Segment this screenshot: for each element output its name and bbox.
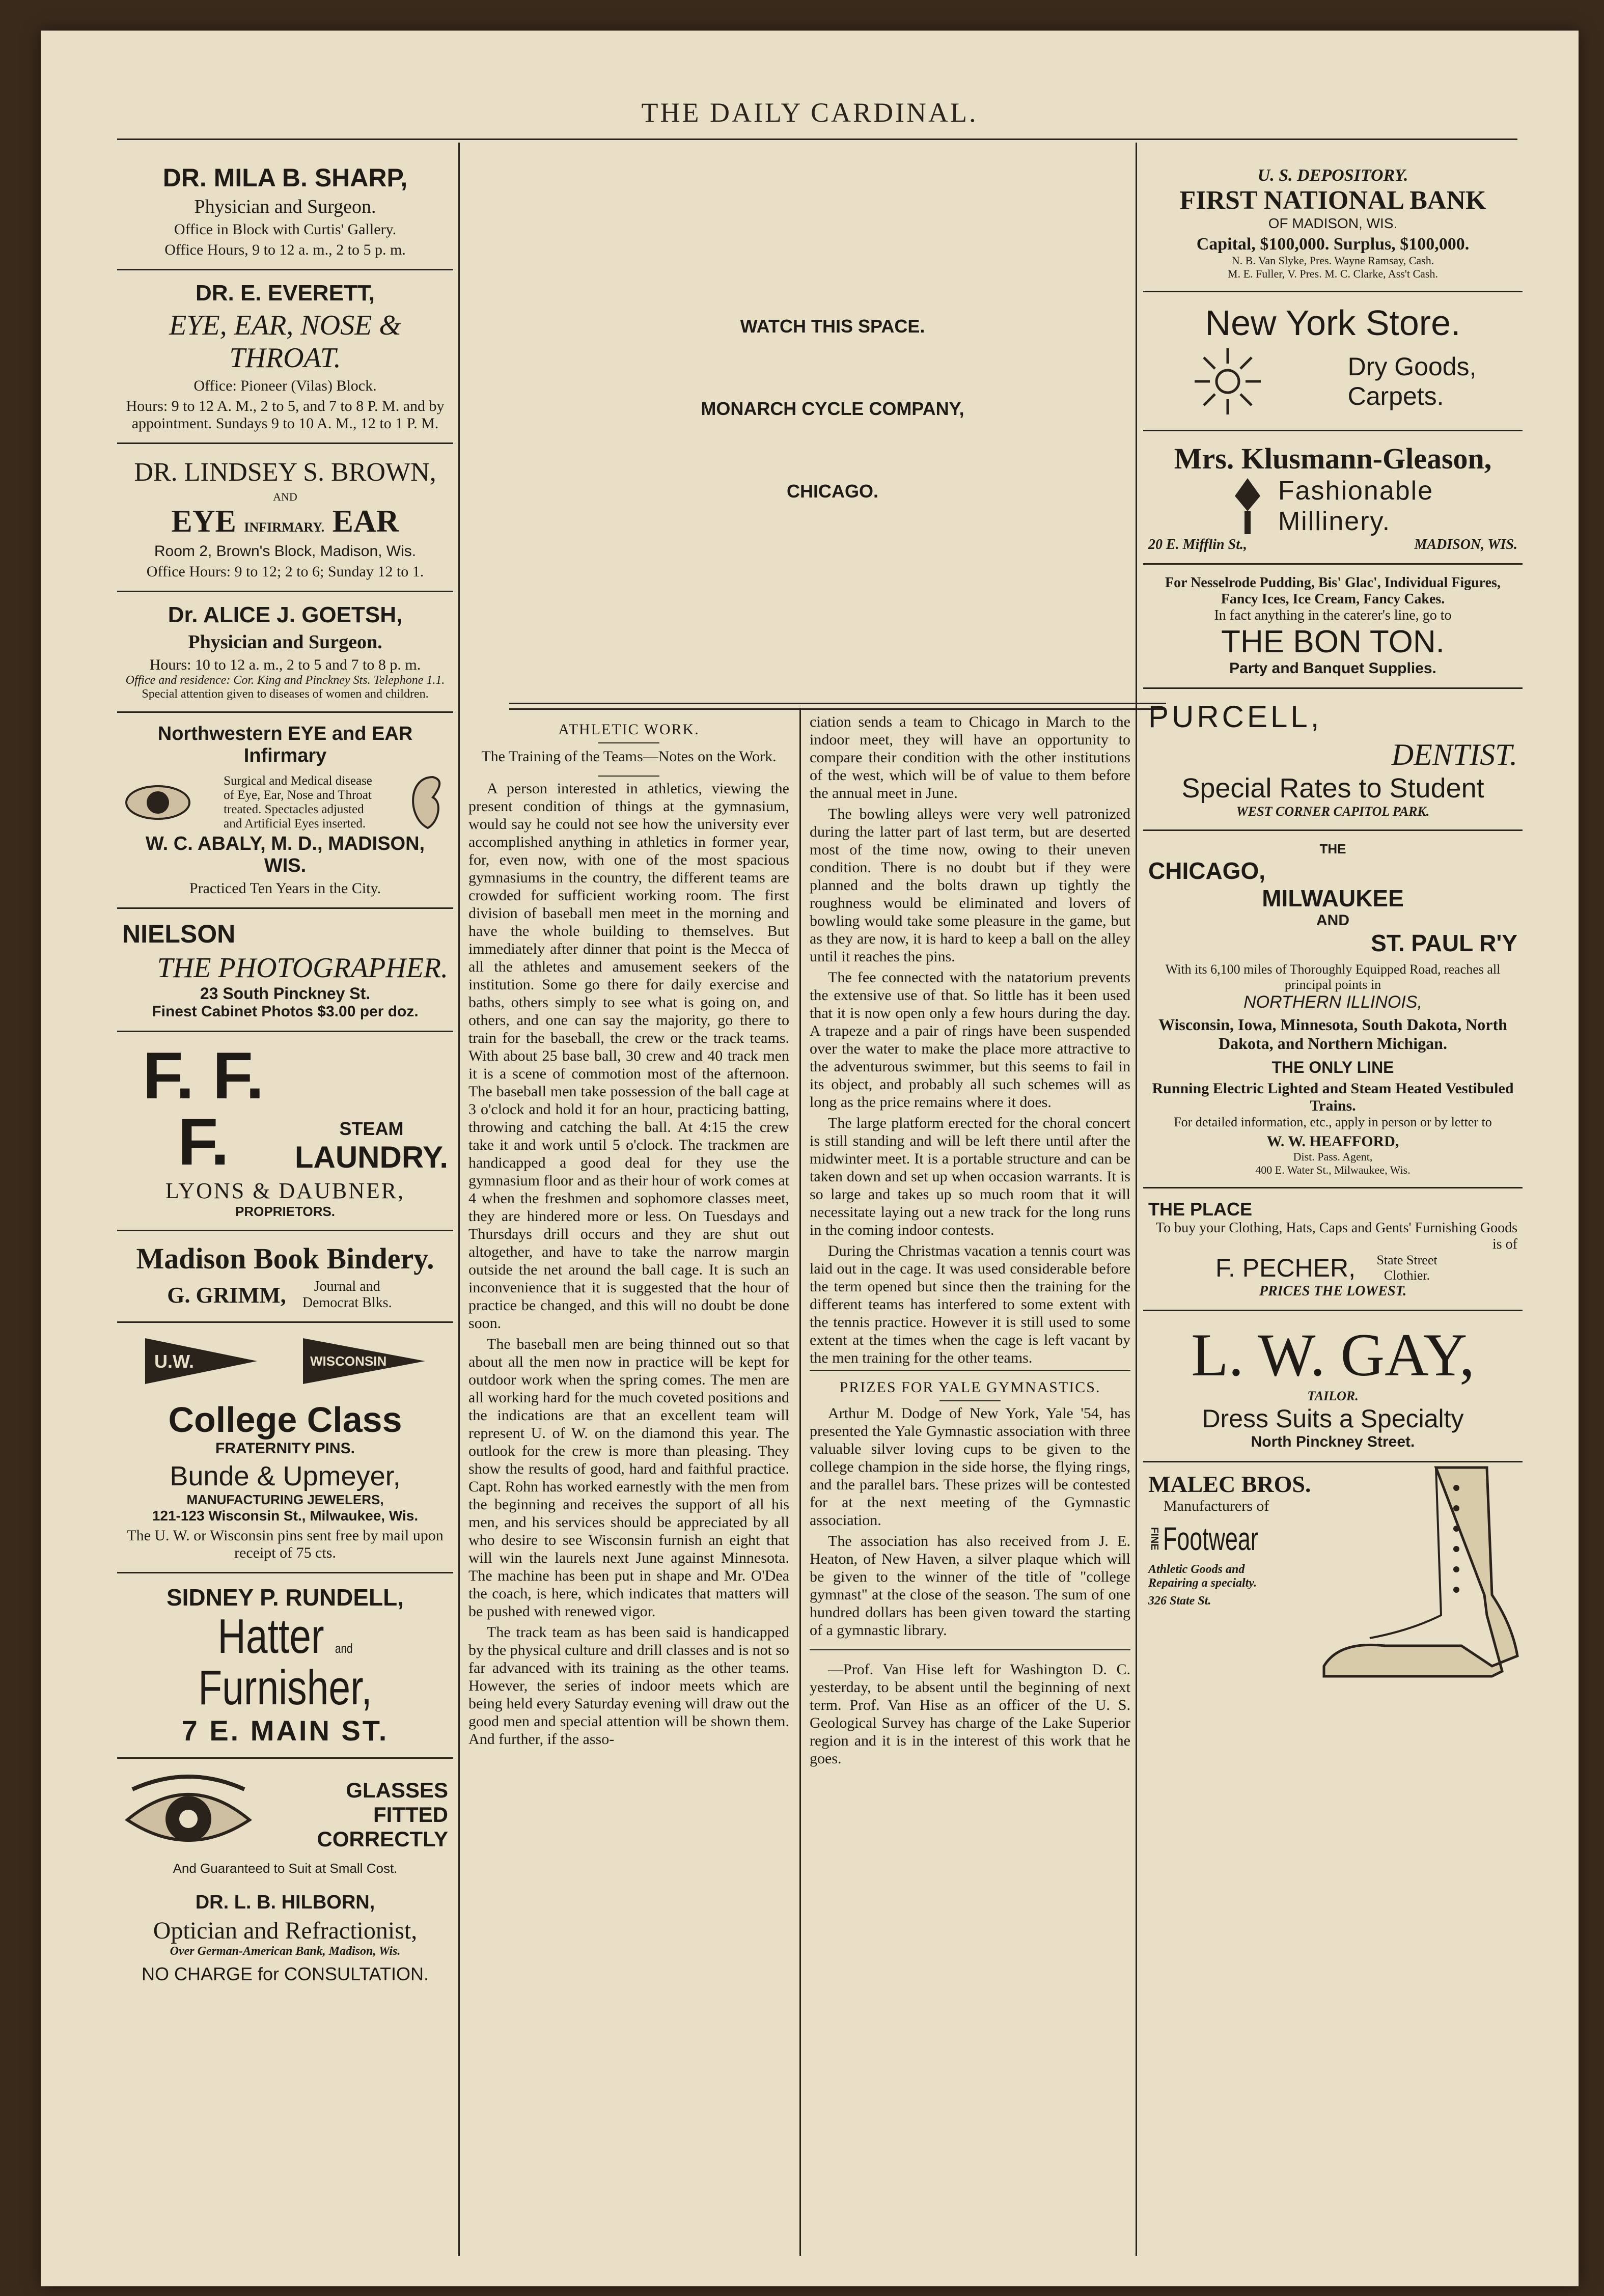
ad-dentist: DENTIST. [1391,738,1517,771]
sun-icon [1190,343,1266,420]
article-paragraph: The track team as has been said is handicapped by the physical culture and drill classes and is not so far advanced with its training as the other teams. However, the series of indoor meets which are being held every Saturday evening will draw out the good men and special attention will be shown them. And further, if the asso- [468,1624,789,1748]
ad-line: GLASSES [346,1778,448,1802]
ad-line: treated. Spectacles adjusted [224,803,364,816]
column-rule-2 [799,708,801,2256]
ad-hatter: Hatter [217,1609,324,1664]
ad-title: Optician and Refractionist, [153,1917,418,1944]
ad-gay [1143,1311,1523,1462]
ad-line: Surgical and Medical disease [224,774,372,788]
ad-line: and Artificial Eyes inserted. [224,817,366,831]
article-paragraph: Arthur M. Dodge of New York, Yale '54, has presented the Yale Gymnastic association with three valuable silver loving cups to be given to the college champion in the side horse, the flying rings, and the parallel bars. These prizes will be contested for at the next meeting of the Gymnastic association. [810,1405,1130,1529]
pennant-wisconsin [303,1338,425,1394]
ad-line: FITTED [373,1802,448,1827]
ad-name: DR. E. EVERETT, [195,281,375,306]
ad-offer: Finest Cabinet Photos $3.00 per doz. [152,1003,419,1020]
ad-agent-title: Dist. Pass. Agent, [1293,1150,1373,1163]
ad-officers: N. B. Van Slyke, Pres. Wayne Ramsay, Cash. [1231,254,1434,267]
ad-laundry [117,1032,453,1231]
short-rule [598,742,659,743]
ad-name: MALEC BROS. [1148,1471,1311,1497]
ad-info: For detailed information, etc., apply in person or by letter to [1174,1115,1492,1129]
ad-address: Over German-American Bank, Madison, Wis. [170,1944,401,1958]
ad-city: OF MADISON, WIS. [1268,215,1398,231]
ad-address: 7 E. MAIN ST. [181,1714,389,1747]
ad-rundell [117,1573,453,1759]
ad-specialty: EYE, EAR, NOSE & THROAT. [169,310,401,374]
ad-line: In fact anything in the caterer's line, go to [1214,607,1452,623]
ad-rates: Special Rates to Student [1181,773,1484,804]
ad-jewelers: MANUFACTURING JEWELERS, [186,1492,384,1507]
article-title-2: PRIZES FOR YALE GYMNASTICS. [839,1379,1101,1396]
ad-room: Room 2, Brown's Block, Madison, Wis. [154,543,417,560]
ad-name: THE BON TON. [1221,624,1445,659]
ad-text: To buy your Clothing, Hats, Caps and Gents' Furnishing Goods is of [1155,1220,1517,1252]
ad-address: 326 State St. [1148,1594,1211,1608]
article-title: ATHLETIC WORK. [558,721,700,738]
ad-name: Dr. ALICE J. GOETSH, [168,602,403,627]
short-rule [939,1400,1001,1401]
article-subtitle: The Training of the Teams—Notes on the Work. [481,748,777,765]
ad-laundry-word: LAUNDRY. [294,1140,448,1174]
ad-city: MADISON, WIS. [1414,537,1517,552]
ear-illustration-icon [402,772,448,833]
ad-store: State Street Clothier. [1376,1253,1437,1283]
ad-name: DR. LINDSEY S. BROWN, [134,458,436,487]
ad-tailor: TAILOR. [1307,1389,1359,1403]
ad-address: 121-123 Wisconsin St., Milwaukee, Wis. [152,1508,419,1524]
pennant-label: U.W. [154,1351,194,1372]
article-column-2 [810,713,1130,1771]
ad-hours: Office Hours, 9 to 12 a. m., 2 to 5 p. m. [164,241,406,258]
ad-prices: PRICES THE LOWEST. [1259,1283,1407,1299]
ad-note: The U. W. or Wisconsin pins sent free by mail upon receipt of 75 cts. [127,1527,444,1561]
ad-bank [1143,153,1523,292]
eye-illustration-icon [122,774,193,831]
ad-line: For Nesselrode Pudding, Bis' Glac', Individual Figures, Fancy Ices, Ice Cream, Fancy Cakes. [1165,575,1501,607]
ad-guarantee: And Guaranteed to Suit at Small Cost. [173,1860,398,1876]
ad-place: THE PLACE [1148,1199,1253,1220]
top-rule [117,139,1517,140]
ad-name: SIDNEY P. RUNDELL, [166,1584,404,1611]
ad-office: Office in Block with Curtis' Gallery. [174,221,397,238]
ad-goods: Athletic Goods and Repairing a specialty. [1148,1563,1257,1590]
pennant-uw [145,1338,257,1394]
ad-millinery [1143,431,1523,565]
ad-bindery [117,1231,453,1323]
article-paragraph: The bowling alleys were very well patronized during the latter part of last term, but are deserted most of the time now, owing to their uneven condition. There is no doubt but if they were planned and the bolts drawn up tightly the roughness would be eliminated and lovers of bowling would take some pleasure in the game, but as they are now, it is hard to keep a ball on the alley until it reaches the pins. [810,806,1130,965]
ad-officers: M. E. Fuller, V. Pres. M. C. Clarke, Ass't Cash. [1228,267,1438,280]
ad-fff: F. F. F. [143,1038,264,1179]
ad-carpets: Carpets. [1347,382,1444,410]
ad-name: DR. MILA B. SHARP, [162,163,408,192]
space-ad-line: CHICAGO. [787,481,878,502]
ad-miles: With its 6,100 miles of Thoroughly Equipped Road, reaches all principal points in [1165,962,1501,992]
ad-owner: G. GRIMM, [167,1282,286,1308]
ad-location: WEST CORNER CAPITOL PARK. [1236,804,1430,819]
left-ad-column [117,153,453,1995]
ad-name: PURCELL, [1148,700,1322,734]
ad-office: Office and residence: Cor. King and Pinckney Sts. Telephone 1.1. [125,674,445,687]
article-paragraph: The baseball men are being thinned out so that about all the men now in practice will be kept for outdoor work when the spring comes. The men are all working hard for the much coveted positions and the indications are that an excellent team will represent U. of W. on the diamond this year. The outlook for the crew is more than pleasing. They show the results of good, hard and faithful practice. Capt. Rohn has worked earnestly with the men from the beginning and receives the support of all his men, and his services should be appreciated by all who desire to see Wisconsin furnish an eight that will win the laurels next June against Minnesota. The machine has been put in shape and Mr. O'Dea the coach, is here, which indicates that matters will be pushed with renewed vigor. [468,1336,789,1620]
ad-line: CHICAGO, [1148,857,1265,884]
ad-infirmary: INFIRMARY. [244,520,325,535]
ad-line: of Eye, Ear, Nose and Throat [224,788,372,802]
article-paragraph: The association has also received from J. E. Heaton, of New Haven, a silver plaque which will be given to the winner of the title of "college gymnast" at the close of the season. The sum of one hundred dollars has been given toward the starting of a gymnastic library. [810,1533,1130,1639]
ad-title: College Class [168,1400,402,1440]
ad-dry: Dry Goods, [1347,352,1477,381]
ad-only: THE ONLY LINE [1271,1058,1394,1076]
ad-line: AND [1316,912,1349,929]
newspaper-page [41,31,1579,2286]
ad-line: ST. PAUL R'Y [1371,930,1517,956]
ad-name: Madison Book Bindery. [136,1242,434,1275]
article-paragraph: The fee connected with the natatorium prevents the extensive use of that. So little has it been used that it is now open only a few hours during the day. A trapeze and a pair of rings have been suspended over the water to make the place more attractive to the adventurous swimmer, but this seems to fail in its object, and probably all such schemes will as long as the price remains where it does. [810,969,1130,1111]
ad-office: Office: Pioneer (Vilas) Block. [193,377,377,394]
ad-depository: U. S. DEPOSITORY. [1257,166,1408,185]
ad-fine: FINE [1149,1527,1160,1551]
ad-nielson [117,909,453,1032]
ad-furnisher: Furnisher, [198,1660,372,1715]
ad-blks: Journal and Democrat Blks. [302,1279,392,1311]
ad-name: FIRST NATIONAL BANK [1179,186,1486,215]
ad-line: MILWAUKEE [1262,885,1404,911]
ad-infirmary [117,713,453,909]
ad-address: 23 South Pinckney St. [200,984,371,1003]
ad-doctor: W. C. ABALY, M. D., MADISON, WIS. [145,833,425,876]
ad-eye: EYE [171,504,236,539]
article-rule [509,703,1166,710]
ad-suits: Dress Suits a Specialty [1202,1404,1464,1433]
space-ad-line: WATCH THIS SPACE. [740,316,925,337]
column-rule-1 [458,143,460,2256]
ad-railway [1143,831,1523,1188]
ad-the: THE [1319,841,1346,856]
ad-hours: Hours: 10 to 12 a. m., 2 to 5 and 7 to 8 p. m. [149,656,421,673]
space-ad-line: MONARCH CYCLE COMPANY, [701,398,964,419]
ad-title: THE PHOTOGRAPHER. [157,952,448,984]
ad-name: NIELSON [122,920,236,948]
ad-malec [1143,1462,1523,1702]
ad-trains: Running Electric Lighted and Steam Heated Vestibuled Trains. [1152,1080,1514,1114]
ad-bonton [1143,565,1523,689]
ad-and: and [335,1641,353,1656]
ad-name: F. PECHER, [1215,1254,1356,1282]
ad-purcell [1143,689,1523,831]
ad-firm: Bunde & Upmeyer, [170,1461,401,1491]
article-column-1 [468,713,789,1751]
ad-pecher [1143,1188,1523,1311]
ad-name: DR. L. B. HILBORN, [195,1891,375,1913]
page-header: THE DAILY CARDINAL. [641,97,978,128]
large-eye-icon [122,1769,255,1861]
article-note: —Prof. Van Hise left for Washington D. C. yesterday, to be absent until the beginning of next term. Prof. Van Hise as an officer of the U. S. Geological Survey has charge of the Lake Superior region and it is in the interest of this work that he goes. [810,1661,1130,1767]
ad-practiced: Practiced Ten Years in the City. [189,880,381,897]
ad-manuf: Manufacturers of [1164,1498,1269,1514]
ad-sub: Party and Banquet Supplies. [1229,660,1436,677]
ad-line: CORRECTLY [317,1827,448,1851]
ad-sharp [117,153,453,270]
article-paragraph: During the Christmas vacation a tennis court was laid out in the cage. It was used considerable before the term opened but since then the training for the different teams has interfered to some extent with the tennis practice. However it is still used to some extent at the times when the cage is left vacant by the men training for the other teams. [810,1242,1130,1366]
ad-title: Physician and Surgeon. [194,196,376,217]
short-rule [598,776,659,777]
ad-title: Physician and Surgeon. [188,631,382,653]
ad-pins [117,1323,453,1573]
ad-brown [117,444,453,592]
ad-sub: FRATERNITY PINS. [215,1440,355,1457]
ad-owners: LYONS & DAUBNER, [165,1178,405,1203]
ad-name: L. W. GAY, [1191,1321,1475,1389]
article-paragraph: ciation sends a team to Chicago in March to the indoor meet, they will have an opportunity to compare their condition with the other institutions of the west, which will be of value to them before the annual meet in June. [810,713,1130,801]
ornament-icon [1232,476,1263,537]
ad-region: NORTHERN ILLINOIS, [1243,992,1422,1012]
ad-name: Mrs. Klusmann-Gleason, [1174,442,1492,475]
ad-glasses [117,1759,453,1995]
article-paragraph: The large platform erected for the choral concert is still standing and will be left there until after the midwinter meet. It is a portable structure and can be taken down and set up when occasion warrants. It is so large and takes up so much room that it will necessitate laying out a new track for the long runs in the coming indoor contests. [810,1115,1130,1238]
article-paragraph: A person interested in athletics, viewing the present condition of things at the gymnasium, would say he could not see how the university ever accomplished anything in athletics in former year, for, even now, with one of the most spacious gymnasiums in the country, the different teams are crowded for sufficient working room. The first division of baseball men meet in the morning and have the whole building to themselves. But immediately after dinner that point is the Mecca of all the athletes and amusement seekers of the institution. Some go there for daily exercise and baths, others simply to see what is going on, and others, and one can say the majority, go there to train for the baseball, the crew or the track teams. With about 25 base ball, 30 crew and 40 track men it is a scene of commotion most of the afternoon. The baseball men take possession of the ball cage at 3 o'clock and hold it for an hour, practicing batting, throwing and catching the ball. At 4:15 the crew take it and work until 5 o'clock. The trackmen are handicapped a good deal for they use the gymnasium floor and as their hour of work comes at 4 when the freshmen and sophomore classes meet, they are hindered more or less. On Tuesdays and Thursdays drill occurs and they are shut out altogether, and have to take the narrow margin outside the net around the ball cage. It is such an inconvenience that it is suggested that the hour of practice be changed, and this will no doubt be done soon. [468,780,789,1332]
ad-agent-addr: 400 E. Water St., Milwaukee, Wis. [1255,1164,1411,1176]
space-ad [514,316,1151,563]
ad-goetsh [117,592,453,713]
ad-hours: Hours: 9 to 12 A. M., 2 to 5, and 7 to 8 P. M. and by appointment. Sundays 9 to 10 A. M., 12 to 1 P. M. [126,398,445,432]
ad-line: Millinery. [1278,507,1391,536]
section-rule [810,1370,1130,1371]
ad-title: Northwestern EYE and EAR Infirmary [157,723,413,766]
ad-charge: NO CHARGE for CONSULTATION. [141,1963,429,1984]
ad-street: North Pinckney Street. [1251,1433,1415,1450]
ad-prop: PROPRIETORS. [235,1204,335,1219]
pennant-label: WISCONSIN [310,1353,387,1369]
ad-special: Special attention given to diseases of women and children. [142,687,429,701]
boot-illustration-icon [1309,1462,1523,1681]
ad-states: Wisconsin, Iowa, Minnesota, South Dakota, North Dakota, and Northern Michigan. [1158,1015,1507,1053]
ad-footwear: Footwear [1163,1520,1258,1557]
ad-and: AND [273,490,297,503]
ad-steam: STEAM [339,1118,404,1139]
ad-capital: Capital, $100,000. Surplus, $100,000. [1196,235,1470,254]
ad-nystore [1143,292,1523,431]
ad-ear: EAR [332,504,399,539]
ad-address: 20 E. Mifflin St., [1148,537,1247,552]
ad-agent: W. W. HEAFFORD, [1266,1133,1399,1150]
right-ad-column [1143,153,1523,1702]
ad-name: New York Store. [1205,303,1461,343]
section-rule [810,1649,1130,1650]
ad-line: Fashionable [1278,476,1434,506]
ad-everett [117,270,453,444]
ad-hours: Office Hours: 9 to 12; 2 to 6; Sunday 12 to 1. [146,563,424,580]
